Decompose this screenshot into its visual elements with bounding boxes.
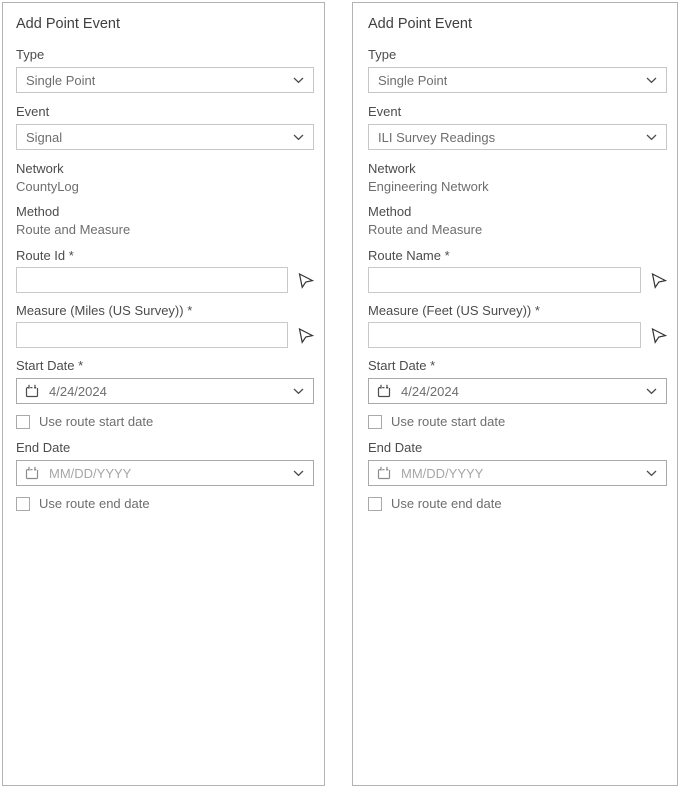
measure-label: Measure (Miles (US Survey)) * [16,303,193,318]
map-pointer-icon[interactable] [297,326,314,345]
chevron-down-icon [293,388,304,395]
use-route-start-label: Use route start date [39,414,154,429]
route-id-row [16,267,314,293]
add-point-event-panel-right [352,2,678,786]
route-name-label: Route Name * [368,248,450,263]
chevron-down-icon [646,134,657,141]
use-route-start-label: Use route start date [391,414,506,429]
use-route-start-checkbox[interactable] [368,415,382,429]
start-date-label: Start Date * [368,358,436,373]
use-route-end-checkbox[interactable] [368,497,382,511]
use-route-start-checkbox[interactable] [16,415,30,429]
network-label: Network [368,161,416,176]
event-label: Event [16,104,50,119]
event-select[interactable] [16,124,314,150]
type-select-value: Single Point [378,72,448,88]
start-date-value: 4/24/2024 [401,383,459,399]
end-date-placeholder: MM/DD/YYYY [401,465,484,481]
start-date-value: 4/24/2024 [49,383,107,399]
type-select[interactable] [16,67,314,93]
route-name-row [368,267,667,293]
map-pointer-icon[interactable] [650,326,667,345]
network-label: Network [16,161,64,176]
network-value: CountyLog [16,179,79,194]
end-date-picker[interactable] [16,460,314,486]
method-label: Method [16,204,60,219]
chevron-down-icon [293,134,304,141]
measure-row [368,322,667,348]
use-route-start-row [16,414,314,429]
page-title: Add Point Event [16,16,120,32]
type-select-value: Single Point [26,72,96,88]
event-label: Event [368,104,402,119]
measure-row [16,322,314,348]
measure-label: Measure (Feet (US Survey)) * [368,303,540,318]
method-value: Route and Measure [16,222,131,237]
method-label: Method [368,204,412,219]
start-date-label: Start Date * [16,358,84,373]
event-select-value: ILI Survey Readings [378,129,496,145]
map-pointer-icon[interactable] [297,271,314,290]
use-route-end-checkbox[interactable] [16,497,30,511]
calendar-icon [24,383,40,399]
route-name-input[interactable] [368,267,641,293]
type-label: Type [16,47,45,62]
calendar-icon [376,465,392,481]
chevron-down-icon [646,77,657,84]
chevron-down-icon [646,470,657,477]
chevron-down-icon [293,77,304,84]
start-date-picker[interactable] [368,378,667,404]
use-route-end-row [368,496,667,511]
route-id-label: Route Id * [16,248,74,263]
map-pointer-icon[interactable] [650,271,667,290]
measure-input[interactable] [16,322,288,348]
measure-input[interactable] [368,322,641,348]
add-point-event-panel-left [2,2,325,786]
end-date-picker[interactable] [368,460,667,486]
chevron-down-icon [293,470,304,477]
event-select[interactable] [368,124,667,150]
use-route-start-row [368,414,667,429]
end-date-label: End Date [368,440,423,455]
event-select-value: Signal [26,129,63,145]
end-date-label: End Date [16,440,71,455]
method-value: Route and Measure [368,222,483,237]
chevron-down-icon [646,388,657,395]
calendar-icon [376,383,392,399]
start-date-picker[interactable] [16,378,314,404]
route-id-input[interactable] [16,267,288,293]
calendar-icon [24,465,40,481]
use-route-end-row [16,496,314,511]
network-value: Engineering Network [368,179,489,194]
page-title: Add Point Event [368,16,472,32]
type-select[interactable] [368,67,667,93]
use-route-end-label: Use route end date [391,496,502,511]
type-label: Type [368,47,397,62]
end-date-placeholder: MM/DD/YYYY [49,465,132,481]
use-route-end-label: Use route end date [39,496,150,511]
